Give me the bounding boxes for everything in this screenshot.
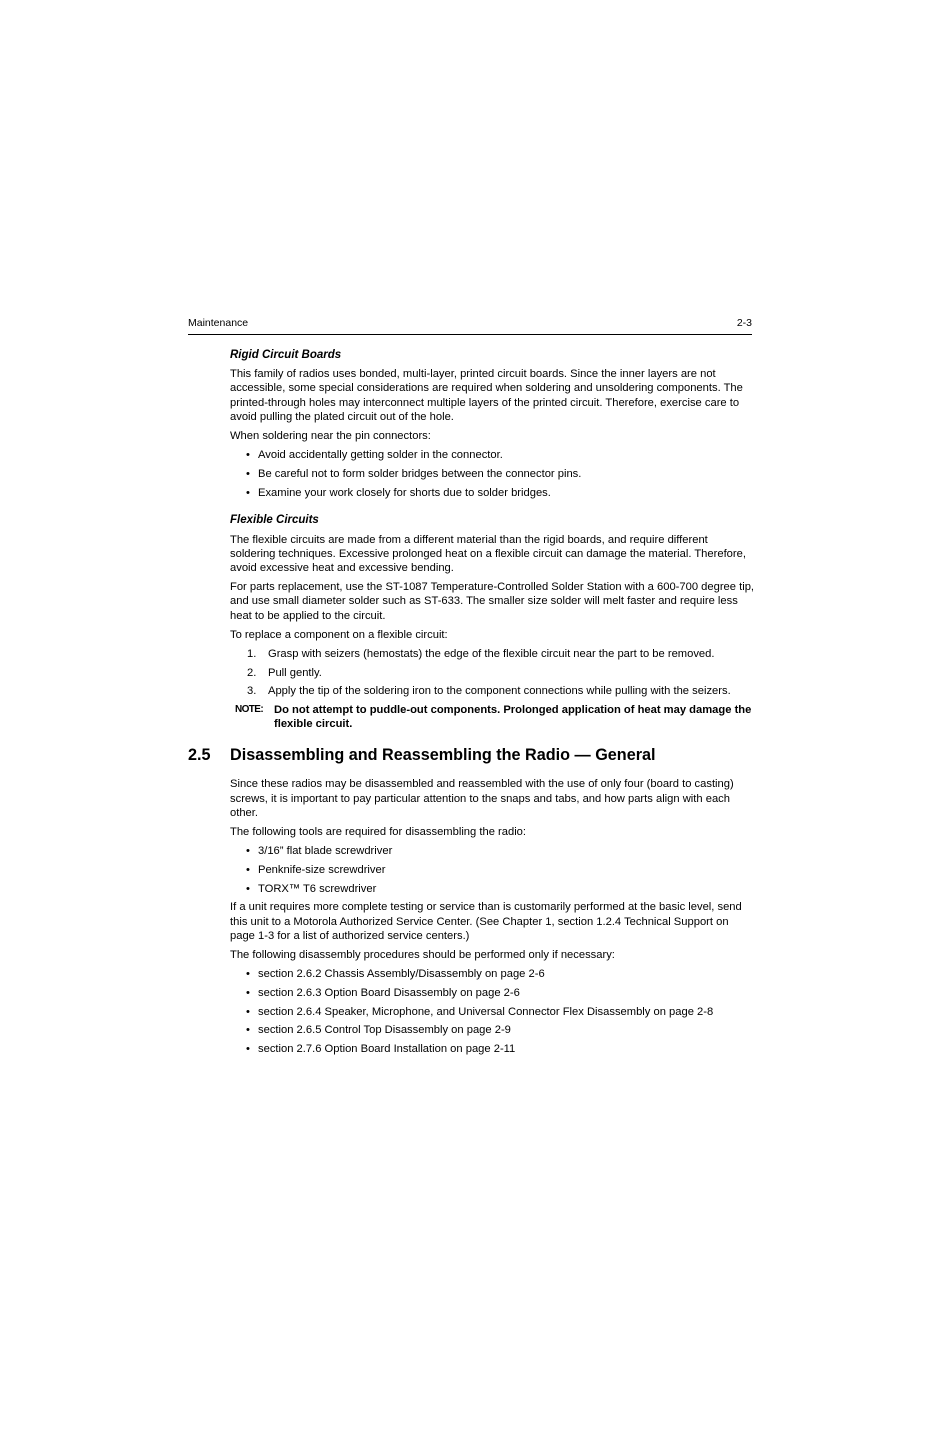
list-item: • section 2.6.3 Option Board Disassembly on page 2-6 — [246, 986, 520, 999]
flexible-circuits-heading: Flexible Circuits — [230, 514, 319, 527]
list-item: 2. Pull gently. — [247, 666, 322, 679]
rigid-paragraph-1: This family of radios uses bonded, multi-layer, printed circuit boards. Since the inner layers are not accessible, some special considerations are required when soldering and unsoldering components. The printed-through holes may interconnect multiple layers of the printed circuit. Therefore, exercise care to avoid pulling the plated circuit out of the hole. — [230, 368, 743, 423]
flex-steps-list — [230, 647, 755, 699]
flex-paragraph-2: For parts replacement, use the ST-1087 Temperature-Controlled Solder Station with a 600-700 degree tip, and use small diameter solder such as ST-633. The smaller size solder will melt faster and require less heat to be applied to the circuit. — [230, 581, 755, 622]
list-item: 3. Apply the tip of the soldering iron to the component connections while pulling with the seizers. — [247, 685, 731, 698]
rigid-circuit-boards-heading: Rigid Circuit Boards — [230, 349, 342, 361]
page-body — [188, 348, 755, 1061]
note-text: Do not attempt to puddle-out components. Prolonged application of heat may damage the flexible circuit. — [274, 704, 752, 731]
list-item: • 3/16” flat blade screwdriver — [246, 845, 393, 858]
list-item: • Be careful not to form solder bridges between the connector pins. — [246, 467, 582, 480]
list-item: • TORX™ T6 screwdriver — [246, 882, 377, 895]
rigid-bullet-list — [230, 448, 755, 500]
header-chapter: Maintenance — [188, 317, 249, 329]
list-item: • Examine your work closely for shorts due to solder bridges. — [246, 486, 551, 499]
list-item: • Avoid accidentally getting solder in the connector. — [246, 449, 503, 462]
header-page-number: 2-3 — [736, 317, 752, 329]
list-item: • Penknife-size screwdriver — [246, 863, 386, 876]
list-item: • section 2.7.6 Option Board Installation on page 2-11 — [246, 1043, 516, 1056]
note-callout — [230, 703, 755, 731]
flex-paragraph-1: The flexible circuits are made from a different material than the rigid boards, and require different soldering techniques. Excessive prolonged heat on a flexible circuit can damage the material. Therefore, avoid excessive heat and excessive bending. — [230, 533, 746, 574]
section-paragraph-3: If a unit requires more complete testing or service than is customarily performed at the basic level, send this unit to a Motorola Authorized Service Center. (See Chapter 1, section 1.2.4 Technical Support on page 1-3 for a list of authorized service centers.) — [230, 901, 742, 942]
note-label: NOTE: — [235, 704, 264, 716]
list-item: • section 2.6.2 Chassis Assembly/Disassembly on page 2-6 — [246, 968, 545, 981]
flex-paragraph-3: To replace a component on a flexible circuit: — [230, 628, 448, 641]
section-paragraph-1: Since these radios may be disassembled and reassembled with the use of only four (board to casting) screws, it is important to pay particular attention to the snaps and tabs, and how parts align with each other. — [230, 778, 734, 819]
list-item: • section 2.6.5 Control Top Disassembly on page 2-9 — [246, 1024, 511, 1037]
tools-list — [230, 844, 755, 896]
procedures-list — [230, 967, 755, 1056]
section-title: Disassembling and Reassembling the Radio — General — [230, 746, 656, 765]
page-header — [188, 316, 752, 335]
section-heading — [188, 745, 755, 765]
list-item: • section 2.6.4 Speaker, Microphone, and Universal Connector Flex Disassembly on page 2-8 — [246, 1005, 714, 1018]
section-paragraph-4: The following disassembly procedures should be performed only if necessary: — [230, 949, 615, 961]
list-item: 1. Grasp with seizers (hemostats) the edge of the flexible circuit near the part to be removed. — [247, 647, 715, 660]
section-paragraph-2: The following tools are required for disassembling the radio: — [230, 826, 527, 839]
rigid-paragraph-2: When soldering near the pin connectors: — [230, 430, 431, 443]
section-number: 2.5 — [188, 746, 211, 765]
